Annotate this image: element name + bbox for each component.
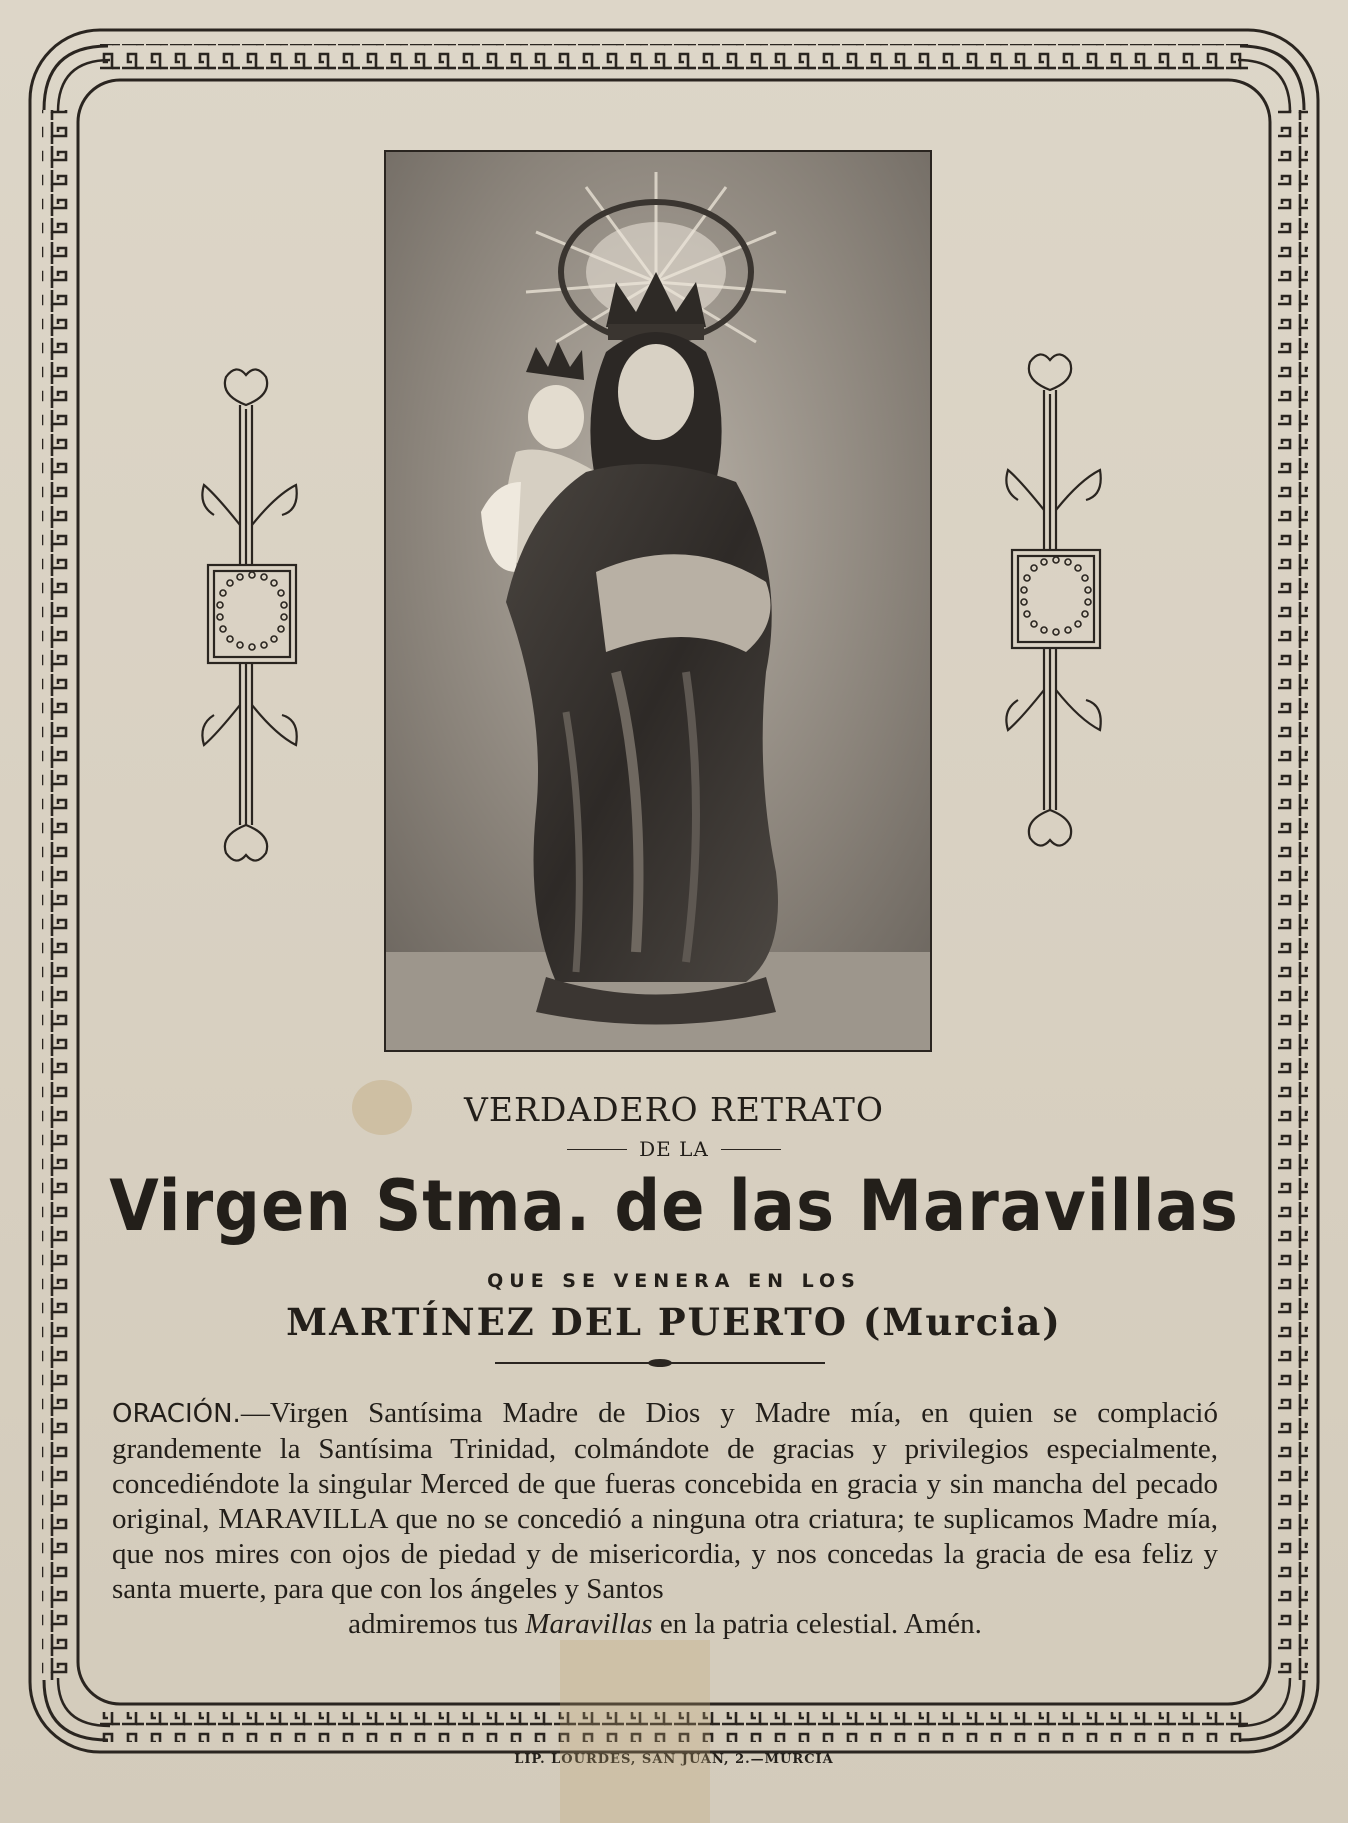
- prayer-body: Virgen Santísima Madre de Dios y Madre mía, en quien se complació grandemente la Santísima Trinidad, colmándote de gracias y privilegios especialmente, concediéndote la singular Merced de que fueras concebida en gracia y sin mancha del pecado original, MARAVILLA que no se concedió a ninguna otra criatura; te suplicamos Madre mía, que nos mires con ojos de piedad y de misericordia, y nos concedas la gracia de esa feliz y santa muerte, para que con los ángeles y Santos: [112, 1397, 1218, 1605]
- right-ornament: [1000, 350, 1120, 850]
- virgin-and-child-image: [386, 152, 930, 1050]
- prayer-last-pre: admiremos tus: [348, 1608, 526, 1640]
- prayer-dash: —: [240, 1397, 270, 1429]
- left-ornament: [196, 365, 316, 865]
- printer-imprint: LIP. LOURDES, SAN JUAN, 2.—MURCIA: [514, 1752, 834, 1767]
- virgin-portrait: [384, 150, 932, 1052]
- title-verdadero-retrato: VERDADERO RETRATO: [464, 1090, 884, 1129]
- right-rule: [721, 1149, 781, 1150]
- main-title: Virgen Stma. de las Maravillas: [109, 1166, 1239, 1248]
- prayer-text: [112, 1396, 1218, 1642]
- prayer-last-line: [112, 1607, 1218, 1642]
- title-location: MARTÍNEZ DEL PUERTO (Murcia): [286, 1300, 1062, 1344]
- prayer-label: ORACIÓN.: [112, 1399, 241, 1429]
- left-rule: [567, 1149, 627, 1150]
- prayer-last-post: en la patria celestial. Amén.: [652, 1608, 982, 1640]
- ornamental-divider: [495, 1356, 825, 1370]
- title-de-la-text: DE LA: [639, 1137, 709, 1161]
- title-de-la: [0, 1137, 1348, 1161]
- prayer-maravillas-italic: Maravillas: [525, 1608, 653, 1640]
- title-que-se-venera: QUE SE VENERA EN LOS: [487, 1270, 861, 1292]
